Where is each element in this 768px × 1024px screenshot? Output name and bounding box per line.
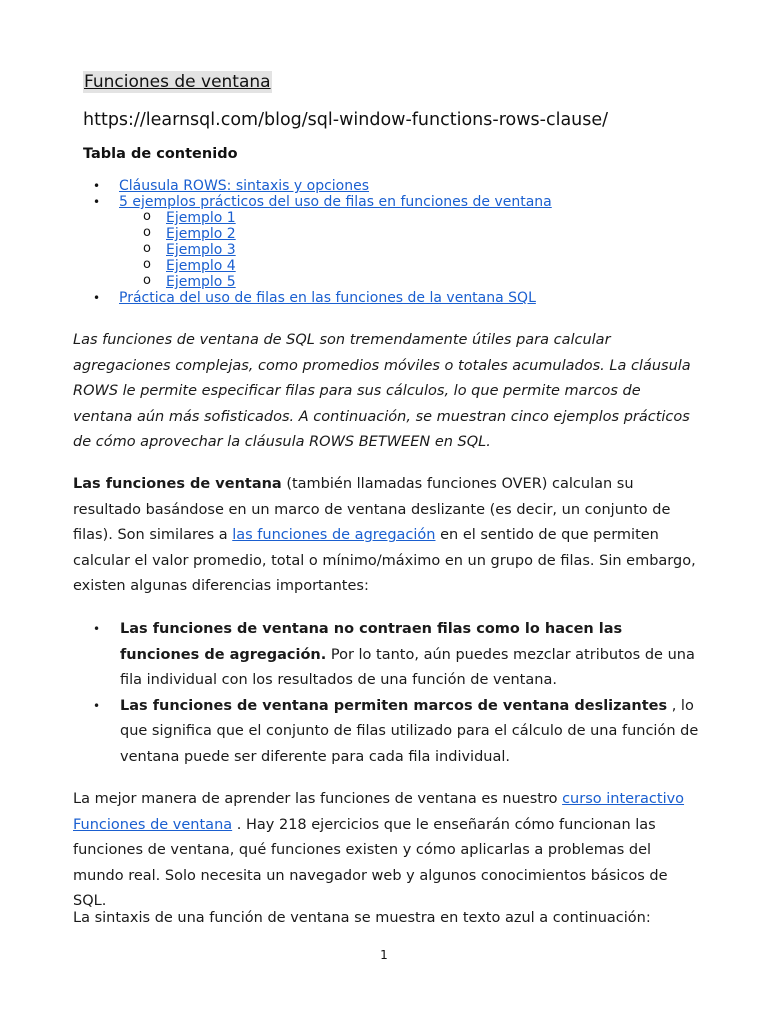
bullet-icon: • bbox=[93, 622, 101, 636]
definition-bold-lead: Las funciones de ventana bbox=[73, 476, 282, 492]
sub-bullet-icon: o bbox=[143, 273, 151, 288]
toc-link-practice[interactable]: Práctica del uso de filas en las funciones de la ventana SQL bbox=[119, 290, 536, 306]
toc-link-five-examples[interactable]: 5 ejemplos prácticos del uso de filas en funciones de ventana bbox=[119, 194, 552, 210]
difference-item bbox=[93, 617, 703, 694]
page-number: 1 bbox=[380, 948, 388, 962]
difference-bold: Las funciones de ventana no contraen filas como lo hacen las funciones de agregación. bbox=[120, 621, 623, 663]
toc-link-example-1[interactable]: Ejemplo 1 bbox=[166, 210, 236, 226]
course-paragraph bbox=[73, 787, 703, 915]
toc-title: Tabla de contenido bbox=[83, 146, 238, 162]
bullet-icon: • bbox=[93, 179, 101, 193]
sub-bullet-icon: o bbox=[143, 209, 151, 224]
course-text-a: La mejor manera de aprender las funciones de ventana es nuestro bbox=[73, 791, 563, 807]
toc-link-example-5[interactable]: Ejemplo 5 bbox=[166, 274, 236, 290]
document-title: Funciones de ventana bbox=[84, 72, 271, 92]
difference-text: Por lo tanto, aún puedes mezclar atributos de una fila individual con los resultados de una función de ventana. bbox=[120, 646, 695, 689]
difference-bold: Las funciones de ventana permiten marcos de ventana deslizantes bbox=[120, 697, 668, 714]
course-link[interactable]: curso interactivo Funciones de ventana bbox=[73, 791, 685, 833]
sub-bullet-icon: o bbox=[143, 257, 151, 272]
toc-link-example-4[interactable]: Ejemplo 4 bbox=[166, 258, 236, 274]
toc-link-example-2[interactable]: Ejemplo 2 bbox=[166, 226, 236, 242]
source-url: https://learnsql.com/blog/sql-window-functions-rows-clause/ bbox=[83, 110, 609, 130]
aggregate-functions-link[interactable]: las funciones de agregación bbox=[232, 527, 436, 544]
definition-text-a: (también llamadas funciones OVER) calculan su resultado basándose en un marco de ventana deslizante (es decir, un conjunto de filas). Son similares a bbox=[73, 476, 671, 544]
definition-text-b: en el sentido de que permiten calcular el valor promedio, total o mínimo/máximo en un grupo de filas. Sin embargo, existen algunas diferencias importantes: bbox=[73, 527, 696, 595]
sub-bullet-icon: o bbox=[143, 225, 151, 240]
toc-link-example-3[interactable]: Ejemplo 3 bbox=[166, 242, 236, 258]
sub-bullet-icon: o bbox=[143, 241, 151, 256]
toc-link-rows-clause[interactable]: Cláusula ROWS: sintaxis y opciones bbox=[119, 178, 370, 194]
difference-text: , lo que significa que el conjunto de filas utilizado para el cálculo de una función de ventana puede ser diferente para cada fila individual. bbox=[120, 697, 699, 765]
definition-paragraph bbox=[73, 472, 703, 600]
differences-list bbox=[93, 617, 703, 771]
bullet-icon: • bbox=[93, 291, 101, 305]
intro-paragraph: Las funciones de ventana de SQL son tremendamente útiles para calcular agregaciones complejas, como promedios móviles o totales acumulados. La cláusula ROWS le permite especificar filas para sus cálculos, lo que permite marcos de ventana aún más sofisticados. A continuación, se muestran cinco ejemplos prácticos de cómo aprovechar la cláusula ROWS BETWEEN en SQL. bbox=[73, 332, 691, 451]
bullet-icon: • bbox=[93, 698, 101, 713]
bullet-icon: • bbox=[93, 195, 101, 209]
difference-item bbox=[93, 694, 703, 771]
course-text-b: . Hay 218 ejercicios que le enseñarán cómo funcionan las funciones de ventana, qué funciones existen y cómo aplicarlas a problemas del mundo real. Solo necesita un navegador web y algunos conocimientos básicos de SQL. bbox=[73, 816, 668, 910]
syntax-intro-paragraph: La sintaxis de una función de ventana se muestra en texto azul a continuación: bbox=[73, 910, 651, 926]
